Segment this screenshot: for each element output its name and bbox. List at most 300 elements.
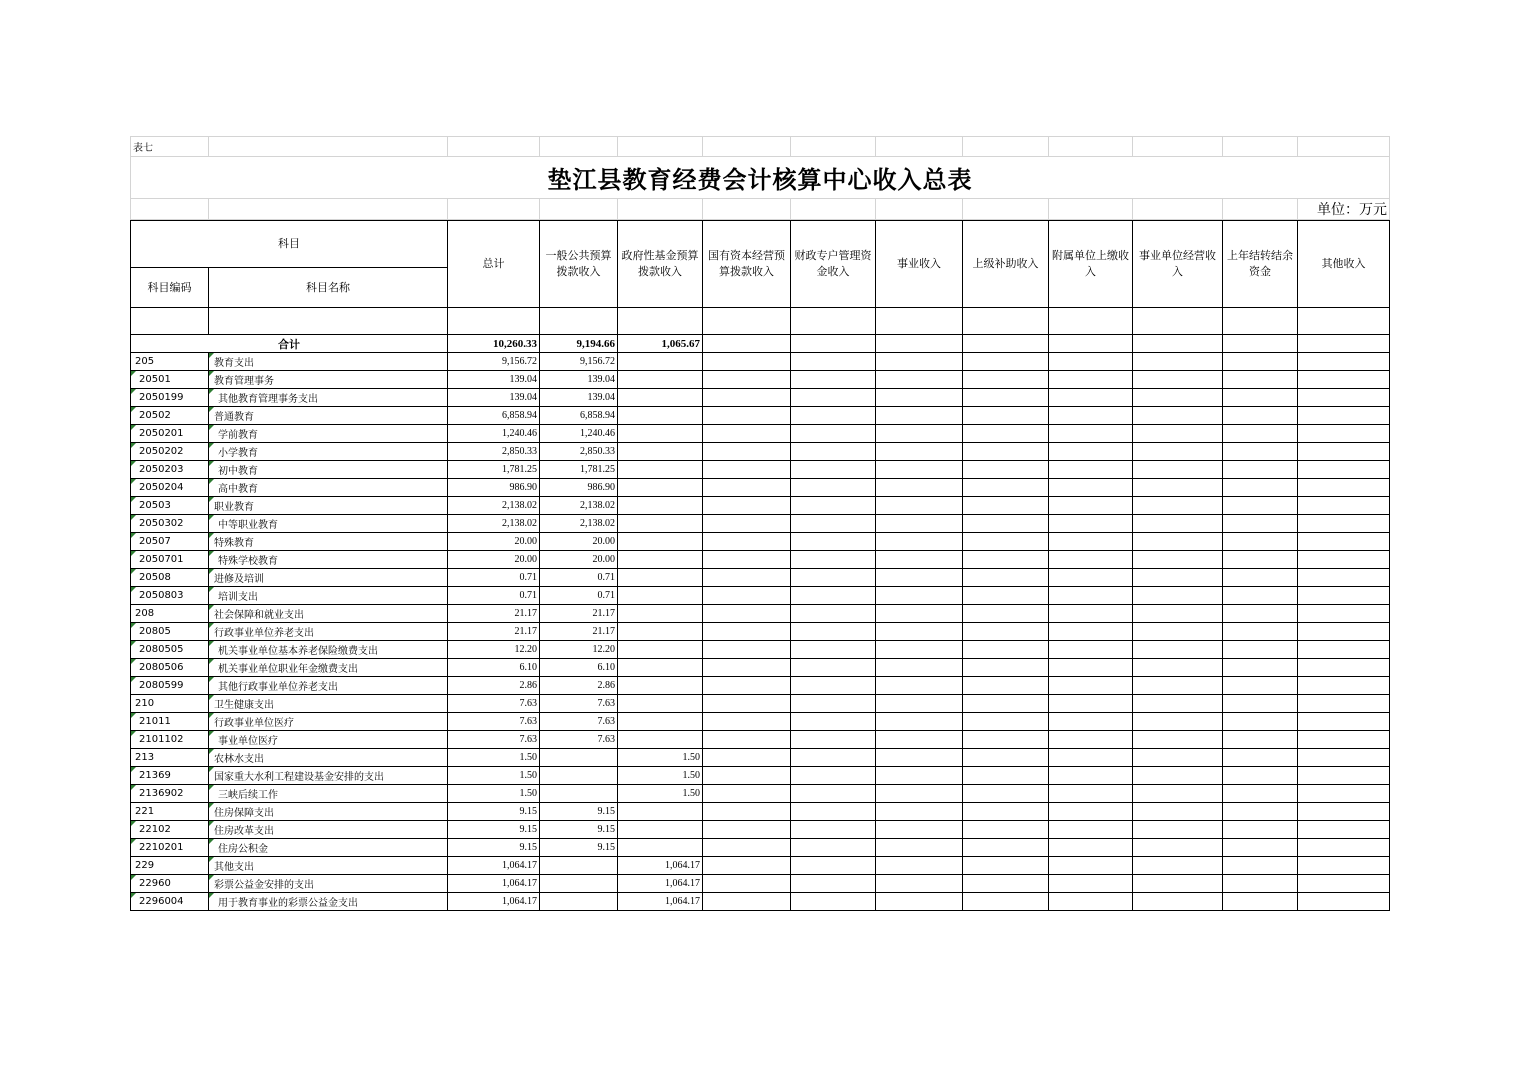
empty-cell xyxy=(1133,533,1223,551)
fund-cell: 1,064.17 xyxy=(618,893,703,911)
fund-cell xyxy=(618,443,703,461)
general-cell xyxy=(540,785,618,803)
empty-cell xyxy=(963,659,1049,677)
total-cell: 2,138.02 xyxy=(448,497,540,515)
empty-cell xyxy=(876,785,963,803)
general-cell: 1,240.46 xyxy=(540,425,618,443)
subject-name-cell: 学前教育 xyxy=(209,425,448,443)
empty-cell xyxy=(876,371,963,389)
header-subject-name: 科目名称 xyxy=(209,268,448,308)
empty-cell xyxy=(703,569,791,587)
total-cell: 7.63 xyxy=(448,731,540,749)
subject-code-cell: 205 xyxy=(131,353,209,371)
empty-cell xyxy=(1133,443,1223,461)
empty-cell xyxy=(791,641,876,659)
total-cell: 6,858.94 xyxy=(448,407,540,425)
empty-cell xyxy=(1049,893,1133,911)
empty-cell xyxy=(1133,389,1223,407)
table-label: 表七 xyxy=(131,137,209,157)
empty-cell xyxy=(1133,767,1223,785)
empty-cell xyxy=(963,839,1049,857)
table-row xyxy=(131,695,1390,713)
subject-name-cell: 其他支出 xyxy=(209,857,448,875)
subject-name-cell: 彩票公益金安排的支出 xyxy=(209,875,448,893)
empty-cell xyxy=(703,749,791,767)
empty-cell xyxy=(963,803,1049,821)
empty-cell xyxy=(963,857,1049,875)
empty-cell xyxy=(703,875,791,893)
total-cell: 9.15 xyxy=(448,839,540,857)
empty-cell xyxy=(1133,497,1223,515)
empty-cell xyxy=(963,767,1049,785)
table-row xyxy=(131,353,1390,371)
total-cell: 10,260.33 xyxy=(448,335,540,353)
empty-cell xyxy=(1133,713,1223,731)
empty-cell xyxy=(791,893,876,911)
empty-cell xyxy=(791,731,876,749)
empty-cell xyxy=(791,371,876,389)
empty-cell xyxy=(876,623,963,641)
table-row xyxy=(131,587,1390,605)
subject-name-cell: 机关事业单位基本养老保险缴费支出 xyxy=(209,641,448,659)
empty-cell xyxy=(1298,659,1390,677)
empty-cell xyxy=(1298,821,1390,839)
empty-cell xyxy=(1049,731,1133,749)
general-cell: 9.15 xyxy=(540,803,618,821)
total-cell: 986.90 xyxy=(448,479,540,497)
table-row xyxy=(131,641,1390,659)
total-cell: 9.15 xyxy=(448,821,540,839)
empty-cell xyxy=(791,713,876,731)
empty-cell xyxy=(1298,587,1390,605)
table-row xyxy=(131,569,1390,587)
empty-cell xyxy=(963,533,1049,551)
subject-code-cell: 21011 xyxy=(131,713,209,731)
table-row xyxy=(131,677,1390,695)
fund-cell xyxy=(618,641,703,659)
subject-code-cell: 20805 xyxy=(131,623,209,641)
empty-cell xyxy=(1049,803,1133,821)
empty-cell xyxy=(791,785,876,803)
subject-code-cell: 229 xyxy=(131,857,209,875)
empty-cell xyxy=(876,461,963,479)
total-cell: 1.50 xyxy=(448,785,540,803)
empty-cell xyxy=(963,515,1049,533)
fund-cell: 1,064.17 xyxy=(618,857,703,875)
table-row xyxy=(131,515,1390,533)
empty-cell xyxy=(703,677,791,695)
empty-cell xyxy=(1133,551,1223,569)
empty-cell xyxy=(876,767,963,785)
empty-cell xyxy=(1133,875,1223,893)
empty-cell xyxy=(1133,749,1223,767)
subject-name-cell: 农林水支出 xyxy=(209,749,448,767)
subject-code-cell: 2050803 xyxy=(131,587,209,605)
empty-cell xyxy=(1049,677,1133,695)
empty-cell xyxy=(876,551,963,569)
empty-cell xyxy=(703,803,791,821)
empty-cell xyxy=(1049,659,1133,677)
fund-cell: 1,064.17 xyxy=(618,875,703,893)
empty-cell xyxy=(876,731,963,749)
subject-code-cell: 221 xyxy=(131,803,209,821)
header-business-ops: 事业单位经营收入 xyxy=(1133,221,1223,308)
empty-cell xyxy=(876,443,963,461)
table-row xyxy=(131,461,1390,479)
empty-cell xyxy=(876,425,963,443)
empty-cell xyxy=(1049,479,1133,497)
empty-cell xyxy=(1049,425,1133,443)
empty-cell xyxy=(963,641,1049,659)
subject-code-cell: 213 xyxy=(131,749,209,767)
empty-cell xyxy=(1298,677,1390,695)
empty-cell xyxy=(791,587,876,605)
empty-cell xyxy=(1049,371,1133,389)
empty-cell xyxy=(963,497,1049,515)
empty-cell xyxy=(1049,785,1133,803)
table-row xyxy=(131,371,1390,389)
empty-cell xyxy=(703,533,791,551)
empty-cell xyxy=(1298,749,1390,767)
subject-code-cell: 2296004 xyxy=(131,893,209,911)
table-row xyxy=(131,479,1390,497)
empty-cell xyxy=(963,587,1049,605)
empty-cell xyxy=(1298,461,1390,479)
subject-code-cell: 20502 xyxy=(131,407,209,425)
empty-cell xyxy=(791,857,876,875)
empty-cell xyxy=(963,443,1049,461)
subject-name-cell: 中等职业教育 xyxy=(209,515,448,533)
table-row xyxy=(131,407,1390,425)
empty-cell xyxy=(1133,407,1223,425)
empty-cell xyxy=(1298,623,1390,641)
empty-cell xyxy=(1223,713,1298,731)
table-row xyxy=(131,767,1390,785)
empty-cell xyxy=(791,605,876,623)
subject-code-cell: 22102 xyxy=(131,821,209,839)
empty-cell xyxy=(1223,767,1298,785)
total-cell: 0.71 xyxy=(448,587,540,605)
table-row xyxy=(131,875,1390,893)
fund-cell xyxy=(618,371,703,389)
subject-name-cell: 住房公积金 xyxy=(209,839,448,857)
empty-cell xyxy=(1298,605,1390,623)
general-cell: 7.63 xyxy=(540,713,618,731)
empty-cell xyxy=(1133,731,1223,749)
empty-cell xyxy=(876,407,963,425)
general-cell: 0.71 xyxy=(540,569,618,587)
empty-cell xyxy=(791,497,876,515)
empty-cell xyxy=(1298,569,1390,587)
empty-cell xyxy=(1223,893,1298,911)
empty-cell xyxy=(876,821,963,839)
subject-code-cell: 21369 xyxy=(131,767,209,785)
total-cell: 139.04 xyxy=(448,389,540,407)
total-cell: 1.50 xyxy=(448,767,540,785)
empty-cell xyxy=(1223,551,1298,569)
general-cell: 2,138.02 xyxy=(540,515,618,533)
empty-cell xyxy=(1223,479,1298,497)
empty-cell xyxy=(963,425,1049,443)
empty-cell xyxy=(1049,623,1133,641)
total-row xyxy=(131,335,1390,353)
table-row xyxy=(131,785,1390,803)
table-row xyxy=(131,389,1390,407)
total-cell: 2,138.02 xyxy=(448,515,540,533)
table-row xyxy=(131,605,1390,623)
empty-cell xyxy=(1133,587,1223,605)
total-cell: 20.00 xyxy=(448,533,540,551)
empty-cell xyxy=(703,407,791,425)
empty-cell xyxy=(1298,695,1390,713)
empty-cell xyxy=(1133,803,1223,821)
empty-cell xyxy=(1049,389,1133,407)
total-cell: 1,064.17 xyxy=(448,875,540,893)
total-cell: 9.15 xyxy=(448,803,540,821)
fund-cell xyxy=(618,695,703,713)
empty-cell xyxy=(791,767,876,785)
subject-code-cell: 20508 xyxy=(131,569,209,587)
empty-cell xyxy=(876,695,963,713)
header-total: 总计 xyxy=(448,221,540,308)
subject-name-cell: 特殊教育 xyxy=(209,533,448,551)
empty-cell xyxy=(1298,389,1390,407)
empty-cell xyxy=(703,893,791,911)
empty-cell xyxy=(1049,587,1133,605)
total-cell: 20.00 xyxy=(448,551,540,569)
empty-cell xyxy=(1049,407,1133,425)
empty-cell xyxy=(791,551,876,569)
fund-cell xyxy=(618,659,703,677)
empty-cell xyxy=(791,839,876,857)
empty-cell xyxy=(1298,785,1390,803)
total-cell: 2.86 xyxy=(448,677,540,695)
empty-cell xyxy=(876,533,963,551)
empty-cell xyxy=(703,497,791,515)
empty-cell xyxy=(1049,515,1133,533)
subject-name-cell: 培训支出 xyxy=(209,587,448,605)
empty-cell xyxy=(703,785,791,803)
general-cell: 9.15 xyxy=(540,839,618,857)
empty-cell xyxy=(1133,821,1223,839)
header-gov-fund: 政府性基金预算拨款收入 xyxy=(618,221,703,308)
subject-code-cell: 2210201 xyxy=(131,839,209,857)
empty-cell xyxy=(1298,731,1390,749)
subject-code-cell: 208 xyxy=(131,605,209,623)
empty-cell xyxy=(1133,425,1223,443)
table-row xyxy=(131,731,1390,749)
general-cell: 0.71 xyxy=(540,587,618,605)
general-cell: 2,850.33 xyxy=(540,443,618,461)
empty-cell xyxy=(1223,353,1298,371)
empty-cell xyxy=(703,695,791,713)
empty-cell xyxy=(1298,515,1390,533)
header-business: 事业收入 xyxy=(876,221,963,308)
empty-cell xyxy=(1223,659,1298,677)
empty-cell xyxy=(876,857,963,875)
general-cell: 7.63 xyxy=(540,731,618,749)
table-row xyxy=(131,623,1390,641)
fund-cell xyxy=(618,407,703,425)
subject-code-cell: 20503 xyxy=(131,497,209,515)
empty-cell xyxy=(791,821,876,839)
empty-cell xyxy=(1133,623,1223,641)
empty-cell xyxy=(1298,443,1390,461)
fund-cell xyxy=(618,569,703,587)
empty-cell xyxy=(1223,695,1298,713)
page-title: 垫江县教育经费会计核算中心收入总表 xyxy=(131,157,1390,199)
empty-cell xyxy=(1223,839,1298,857)
empty-cell xyxy=(1133,641,1223,659)
header-superior-subsidy: 上级补助收入 xyxy=(963,221,1049,308)
empty-cell xyxy=(963,695,1049,713)
table-row xyxy=(131,713,1390,731)
empty-cell xyxy=(1049,821,1133,839)
general-cell: 20.00 xyxy=(540,551,618,569)
subject-code-cell: 2050701 xyxy=(131,551,209,569)
empty-cell xyxy=(963,461,1049,479)
empty-cell xyxy=(876,587,963,605)
subject-code-cell: 2050203 xyxy=(131,461,209,479)
empty-cell xyxy=(876,641,963,659)
table-row xyxy=(131,497,1390,515)
fund-cell: 1,065.67 xyxy=(618,335,703,353)
empty-cell xyxy=(703,767,791,785)
general-cell: 21.17 xyxy=(540,623,618,641)
empty-cell xyxy=(791,353,876,371)
empty-cell xyxy=(1223,875,1298,893)
empty-cell xyxy=(703,443,791,461)
empty-cell xyxy=(876,659,963,677)
header-grid xyxy=(130,136,1390,220)
empty-cell xyxy=(1223,587,1298,605)
empty-cell xyxy=(703,371,791,389)
empty-cell xyxy=(1223,515,1298,533)
empty-cell xyxy=(1298,893,1390,911)
fund-cell: 1.50 xyxy=(618,749,703,767)
empty-cell xyxy=(963,731,1049,749)
empty-cell xyxy=(1298,371,1390,389)
empty-cell xyxy=(963,389,1049,407)
table-row xyxy=(131,533,1390,551)
general-cell xyxy=(540,749,618,767)
empty-cell xyxy=(1298,425,1390,443)
empty-cell xyxy=(791,659,876,677)
empty-cell xyxy=(703,821,791,839)
empty-cell xyxy=(1133,839,1223,857)
fund-cell: 1.50 xyxy=(618,767,703,785)
fund-cell xyxy=(618,425,703,443)
empty-cell xyxy=(703,587,791,605)
subject-code-cell: 2080599 xyxy=(131,677,209,695)
header-general-budget: 一般公共预算拨款收入 xyxy=(540,221,618,308)
subject-name-cell: 进修及培训 xyxy=(209,569,448,587)
total-cell: 21.17 xyxy=(448,623,540,641)
empty-cell xyxy=(963,749,1049,767)
empty-cell xyxy=(963,785,1049,803)
total-cell: 12.20 xyxy=(448,641,540,659)
empty-cell xyxy=(1298,713,1390,731)
empty-cell xyxy=(1298,839,1390,857)
subject-name-cell: 社会保障和就业支出 xyxy=(209,605,448,623)
empty-cell xyxy=(703,839,791,857)
subject-name-cell: 其他教育管理事务支出 xyxy=(209,389,448,407)
empty-cell xyxy=(963,875,1049,893)
empty-cell xyxy=(963,605,1049,623)
subject-name-cell: 行政事业单位医疗 xyxy=(209,713,448,731)
empty-cell xyxy=(703,641,791,659)
total-cell: 1,064.17 xyxy=(448,857,540,875)
empty-cell xyxy=(876,353,963,371)
empty-cell xyxy=(791,803,876,821)
empty-cell xyxy=(1223,443,1298,461)
total-cell: 1,240.46 xyxy=(448,425,540,443)
empty-cell xyxy=(876,893,963,911)
empty-cell xyxy=(1223,857,1298,875)
subject-code-cell: 22960 xyxy=(131,875,209,893)
empty-cell xyxy=(1298,875,1390,893)
header-other: 其他收入 xyxy=(1298,221,1390,308)
general-cell: 7.63 xyxy=(540,695,618,713)
general-cell: 2.86 xyxy=(540,677,618,695)
empty-cell xyxy=(963,353,1049,371)
subject-code-cell: 2050302 xyxy=(131,515,209,533)
total-cell: 1.50 xyxy=(448,749,540,767)
subject-name-cell: 机关事业单位职业年金缴费支出 xyxy=(209,659,448,677)
empty-cell xyxy=(963,623,1049,641)
fund-cell: 1.50 xyxy=(618,785,703,803)
table-row xyxy=(131,443,1390,461)
empty-cell xyxy=(1223,731,1298,749)
empty-cell xyxy=(1223,677,1298,695)
subject-name-cell: 其他行政事业单位养老支出 xyxy=(209,677,448,695)
empty-cell xyxy=(791,515,876,533)
subject-name-cell: 职业教育 xyxy=(209,497,448,515)
empty-cell xyxy=(791,389,876,407)
subject-name-cell: 普通教育 xyxy=(209,407,448,425)
subject-name-cell: 教育管理事务 xyxy=(209,371,448,389)
fund-cell xyxy=(618,731,703,749)
empty-cell xyxy=(1133,569,1223,587)
empty-cell xyxy=(1298,551,1390,569)
total-cell: 7.63 xyxy=(448,713,540,731)
empty-cell xyxy=(1133,371,1223,389)
empty-cell xyxy=(1049,497,1133,515)
subject-code-cell: 2050204 xyxy=(131,479,209,497)
empty-cell xyxy=(791,749,876,767)
empty-cell xyxy=(791,407,876,425)
empty-cell xyxy=(1049,569,1133,587)
fund-cell xyxy=(618,587,703,605)
header-subsidiary: 附属单位上缴收入 xyxy=(1049,221,1133,308)
general-cell: 12.20 xyxy=(540,641,618,659)
empty-cell xyxy=(876,389,963,407)
fund-cell xyxy=(618,353,703,371)
empty-cell xyxy=(1298,803,1390,821)
general-cell: 1,781.25 xyxy=(540,461,618,479)
empty-cell xyxy=(963,371,1049,389)
empty-cell xyxy=(1049,857,1133,875)
subject-name-cell: 行政事业单位养老支出 xyxy=(209,623,448,641)
total-cell: 0.71 xyxy=(448,569,540,587)
subject-name-cell: 用于教育事业的彩票公益金支出 xyxy=(209,893,448,911)
table-row xyxy=(131,749,1390,767)
subject-name-cell: 高中教育 xyxy=(209,479,448,497)
general-cell: 2,138.02 xyxy=(540,497,618,515)
empty-cell xyxy=(703,353,791,371)
empty-cell xyxy=(1133,893,1223,911)
fund-cell xyxy=(618,713,703,731)
